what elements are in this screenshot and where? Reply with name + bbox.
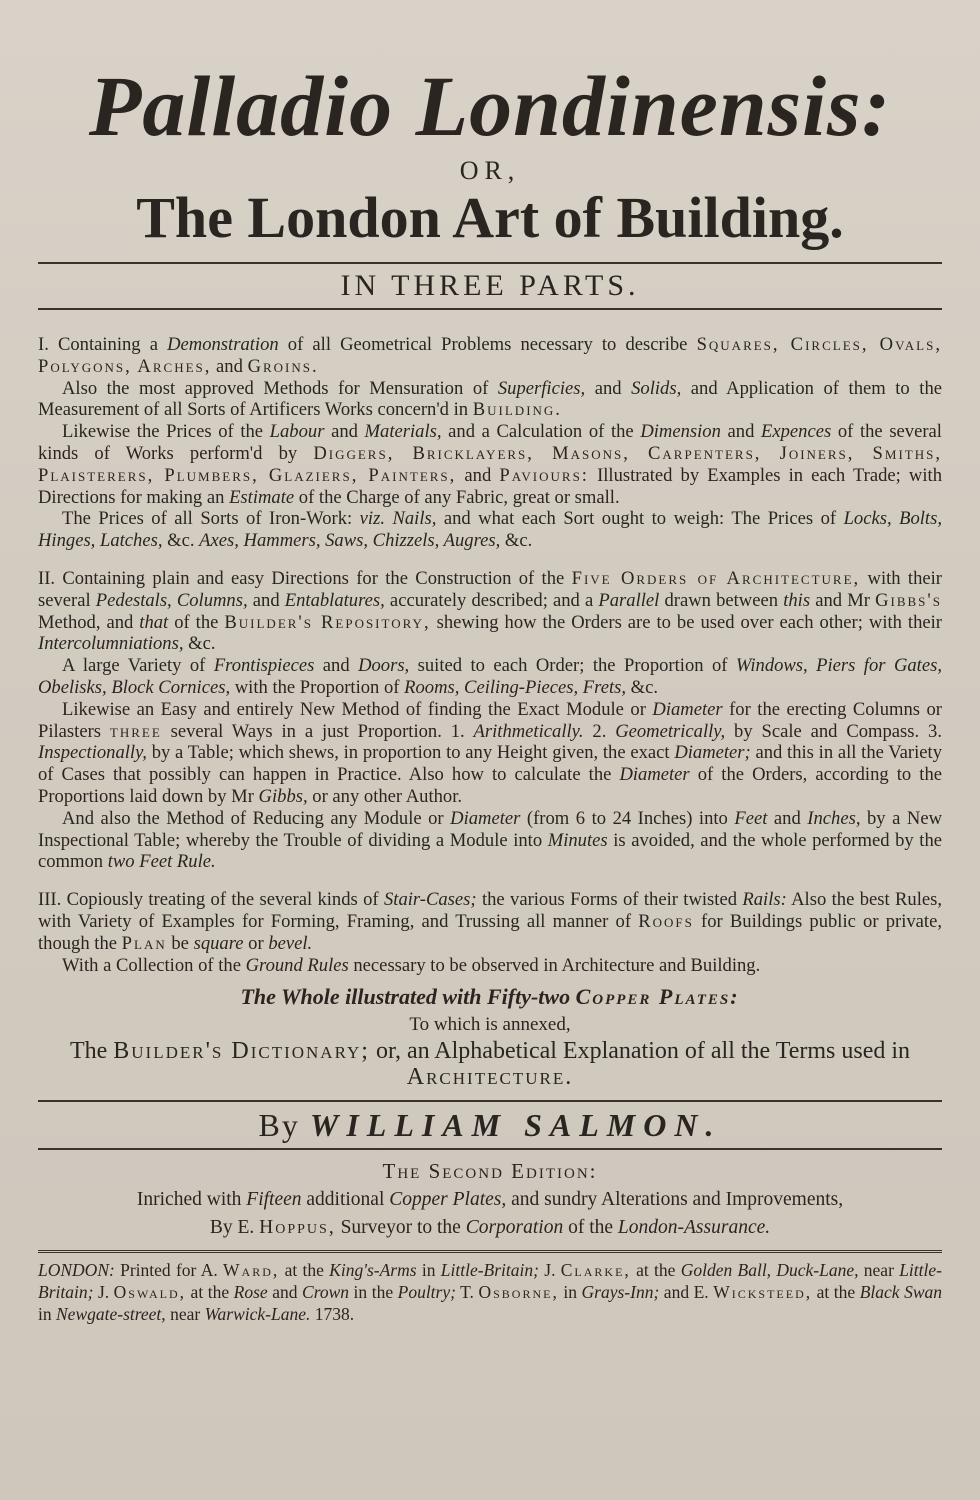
rule-top xyxy=(38,262,942,264)
text-run: T. xyxy=(455,1282,479,1303)
annexed-line: To which is annexed, xyxy=(409,1014,571,1036)
part-three-para-2 xyxy=(38,955,942,977)
text-run: and xyxy=(456,464,500,486)
text-run: Surveyor to the xyxy=(335,1217,466,1239)
part-two-para-1 xyxy=(38,568,942,655)
text-run: of the xyxy=(168,611,225,633)
hoppus-line xyxy=(38,1214,942,1242)
text-run: of the Orders, according to the Proportions laid down by Mr xyxy=(38,764,942,807)
text-run: &c. xyxy=(183,633,216,655)
text-run: additional xyxy=(301,1189,390,1211)
text-run: Windows, Piers for Gates, Obelisks, Block Cornices, xyxy=(38,655,942,698)
text-run: Oswald, xyxy=(113,1282,187,1303)
text-run: Rooms, Ceiling-Pieces, Frets, xyxy=(404,676,627,698)
text-run: and xyxy=(324,421,365,443)
text-run: at the xyxy=(279,1260,330,1281)
text-run: Gibbs's xyxy=(875,589,942,611)
text-run: Also the most approved Methods for Mensuration of xyxy=(62,377,498,399)
text-run: Five Orders of Architecture, xyxy=(571,567,861,589)
text-run: and sundry Alterations and Improvements, xyxy=(506,1189,844,1211)
text-run: Demonstration xyxy=(167,334,279,355)
text-run: is avoided, and the whole performed by the common xyxy=(38,829,942,873)
text-run: or, an Alphabetical Explanation of all the Terms used in xyxy=(369,1038,911,1065)
text-run: and xyxy=(720,421,762,443)
text-run: With a Collection of the xyxy=(62,954,246,976)
text-run: Labour xyxy=(269,421,325,443)
text-run: by Scale and Compass. 3. xyxy=(725,720,942,742)
text-run: two Feet Rule. xyxy=(107,851,216,873)
part-two-para-3 xyxy=(38,699,942,808)
text-run: Golden Ball, Duck-Lane, xyxy=(680,1260,859,1281)
text-run: Stair-Cases; xyxy=(383,889,477,911)
text-run: and this in all the Variety of Cases that possibly can happen in Practice. Also how to calculate the xyxy=(38,742,942,786)
text-run: Entablatures, xyxy=(284,589,385,611)
text-run: Squares, Circles, Ovals, Polygons, Arches, xyxy=(38,334,942,377)
text-run: Gibbs, xyxy=(258,785,308,807)
inriched-line xyxy=(38,1186,942,1214)
text-run: Method, and xyxy=(38,611,140,633)
text-run: &c. xyxy=(500,530,533,552)
text-run: near xyxy=(165,1304,205,1325)
text-run: bevel. xyxy=(268,932,313,954)
text-run: the various Forms of their twisted xyxy=(476,889,743,911)
text-run: by a Table; which shews, in proportion to any Height given, the exact xyxy=(146,742,675,764)
text-run: The xyxy=(69,1038,114,1065)
author-name: WILLIAM SALMON. xyxy=(309,1107,722,1144)
by-prefix: By xyxy=(258,1107,300,1144)
text-run: Little-Britain; xyxy=(440,1260,539,1281)
text-run: square xyxy=(193,932,244,954)
text-run: Paviours: xyxy=(499,464,589,486)
text-run: 1738. xyxy=(310,1304,355,1325)
text-run: this xyxy=(783,589,811,611)
rule-under-parts xyxy=(38,308,942,310)
text-run: viz. Nails, xyxy=(359,508,437,530)
part-two-para-4 xyxy=(38,808,942,873)
text-run: in xyxy=(558,1282,582,1303)
text-run: 2. xyxy=(583,720,616,742)
text-run: By E. xyxy=(209,1217,260,1239)
text-run: Plan xyxy=(121,932,167,954)
dictionary-line xyxy=(38,1038,942,1090)
text-run: of the several kinds of Works perform'd by xyxy=(38,421,942,464)
text-run: and Application of them to the Measurement of all Sorts of Artificers Works concern'd in xyxy=(38,377,942,421)
text-run: Also the best Rules, with Variety of Examples for Forming, Framing, and Trussing all manner of xyxy=(38,889,943,932)
part-one-para-1 xyxy=(38,334,942,378)
text-run: drawn between xyxy=(659,589,784,611)
book-title: Palladio Londinensis: xyxy=(88,58,892,154)
text-run: and xyxy=(314,655,359,677)
text-run: Black Swan xyxy=(859,1282,943,1303)
part-one xyxy=(38,334,942,552)
text-run: Diameter xyxy=(450,807,521,829)
text-run: for the erecting Columns or Pilasters xyxy=(38,698,942,742)
text-run: or xyxy=(243,932,269,954)
text-run: Estimate xyxy=(229,486,295,508)
edition-line: The Second Edition: xyxy=(382,1159,598,1184)
text-run: Rails: xyxy=(742,889,787,911)
text-run: Poultry; xyxy=(397,1282,456,1303)
text-run: Builder's Repository, xyxy=(224,611,431,633)
text-run: Feet xyxy=(734,807,768,829)
imprint xyxy=(38,1253,942,1325)
text-run: and xyxy=(267,1282,303,1303)
text-run: Osborne, xyxy=(478,1282,559,1303)
text-run: &c. xyxy=(626,676,659,698)
text-run: and xyxy=(585,377,632,399)
part-one-para-4 xyxy=(38,508,942,552)
text-run: at the xyxy=(812,1282,860,1303)
text-run: at the xyxy=(630,1260,681,1281)
text-run: Ward, xyxy=(223,1260,280,1281)
text-run: Building. xyxy=(472,399,562,421)
text-run: Pedestals, Columns, xyxy=(95,589,248,611)
text-run: by a New Inspectional Table; whereby the Trouble of dividing a Module into xyxy=(38,807,943,851)
text-run: Diameter xyxy=(619,764,690,786)
text-run: and what each Sort ought to weigh: The Prices of xyxy=(436,508,844,530)
text-run: Axes, Hammers, Saws, Chizzels, Augres, xyxy=(199,530,501,552)
part-three-para-1 xyxy=(38,889,942,954)
text-run: King's-Arms xyxy=(329,1260,417,1281)
text-run: Diggers, Bricklayers, Masons, Carpenters, Joiners, Smiths, Plaisterers, Plumbers, Glaziers, Painters, xyxy=(38,442,942,486)
text-run: A large Variety of xyxy=(62,655,214,677)
in-three-parts: IN THREE PARTS. xyxy=(340,269,640,302)
text-run: Grays-Inn; xyxy=(581,1282,660,1303)
text-run: Inches, xyxy=(807,807,861,829)
text-run: at the xyxy=(186,1282,234,1303)
text-run: Rose xyxy=(233,1282,268,1303)
text-run: Hoppus, xyxy=(259,1217,336,1239)
text-run: and xyxy=(247,589,285,611)
text-run: Crown xyxy=(302,1282,350,1303)
text-run: Parallel xyxy=(598,589,660,611)
text-run: of all Geometrical Problems necessary to describe xyxy=(278,334,697,355)
text-run: Little-Britain; xyxy=(38,1260,942,1303)
text-run: Clarke, xyxy=(560,1260,631,1281)
text-run: and a Calculation of the xyxy=(441,421,641,443)
text-run: in the xyxy=(349,1282,398,1303)
text-run: Fifteen xyxy=(246,1189,302,1211)
text-run: Superficies, xyxy=(497,377,586,399)
text-run: in xyxy=(416,1260,441,1281)
text-run: Roofs xyxy=(638,910,694,932)
text-run: I. Containing a xyxy=(38,334,168,355)
author-line xyxy=(38,1102,942,1148)
text-run: Likewise the Prices of the xyxy=(62,421,270,443)
text-run: and xyxy=(767,807,808,829)
text-run: near xyxy=(858,1260,900,1281)
text-run: Minutes xyxy=(547,829,608,851)
text-run: London-Assurance. xyxy=(617,1217,771,1239)
text-run: Architecture. xyxy=(406,1064,574,1091)
or-line: OR, xyxy=(459,156,521,185)
text-run: LONDON: xyxy=(38,1260,115,1281)
text-run: Locks, Bolts, Hinges, Latches, xyxy=(38,508,942,552)
text-run: three xyxy=(109,720,162,742)
text-run: Diameter; xyxy=(674,742,751,764)
text-run: that xyxy=(139,611,169,633)
text-run: be xyxy=(166,932,194,954)
text-run: Illustrated by Examples in each Trade; with Directions for making an xyxy=(38,464,942,508)
text-run: with the Proportion of xyxy=(230,676,405,698)
text-run: Frontispieces xyxy=(213,655,315,677)
text-run: accurately described; and a xyxy=(384,589,599,611)
text-run: Doors, xyxy=(358,655,410,677)
text-run: or any other Author. xyxy=(307,785,463,807)
text-run: Likewise an Easy and entirely New Method of finding the Exact Module or xyxy=(62,698,653,720)
text-run: Copper Plates: xyxy=(575,984,740,1010)
text-run: suited to each Order; the Proportion of xyxy=(409,655,736,677)
text-run: Ground Rules xyxy=(245,954,349,976)
text-run: Newgate-street, xyxy=(56,1304,166,1325)
text-run: J. xyxy=(93,1282,114,1303)
text-run: Arithmetically. xyxy=(473,720,584,742)
text-run: necessary to be observed in Architecture and Building. xyxy=(348,954,761,976)
text-run: in xyxy=(38,1304,56,1325)
part-one-para-3 xyxy=(38,421,942,508)
text-run: Materials, xyxy=(364,421,442,443)
book-subtitle: The London Art of Building. xyxy=(136,185,844,250)
text-run: shewing how the Orders are to be used over each other; with their xyxy=(430,611,942,633)
text-run: and Mr xyxy=(810,589,876,611)
text-run: Diameter xyxy=(652,698,723,720)
text-run: Intercolumniations, xyxy=(38,633,184,655)
text-run: Warwick-Lane. xyxy=(204,1304,311,1325)
part-one-para-2 xyxy=(38,378,942,422)
text-run: (from 6 to 24 Inches) into xyxy=(520,807,735,829)
text-run: with their several xyxy=(38,567,942,611)
text-run: The Prices of all Sorts of Iron-Work: xyxy=(62,508,360,530)
part-two xyxy=(38,568,942,873)
text-run: II. Containing plain and easy Directions for the Construction of the xyxy=(38,567,572,589)
text-run: Copper Plates, xyxy=(389,1189,507,1211)
text-run: Expences xyxy=(761,421,832,443)
text-run: for Buildings public or private, though the xyxy=(38,910,942,954)
text-run: III. Copiously treating of the several kinds of xyxy=(38,889,384,911)
text-run: Builder's Dictionary; xyxy=(113,1038,370,1065)
text-run: Inriched with xyxy=(136,1189,247,1211)
plates-line xyxy=(38,982,942,1012)
text-run: Dimension xyxy=(640,421,721,443)
text-run: several Ways in a just Proportion. 1. xyxy=(161,720,474,742)
text-run: Printed for A. xyxy=(114,1260,224,1281)
contents xyxy=(38,334,942,976)
text-run: and E. xyxy=(659,1282,714,1303)
text-run: of the Charge of any Fabric, great or small. xyxy=(294,486,620,508)
text-run: Groins. xyxy=(247,355,319,377)
text-run: The Whole illustrated with Fifty-two xyxy=(240,984,576,1010)
text-run: and xyxy=(211,355,248,377)
text-run: Geometrically, xyxy=(615,720,726,742)
text-run: Corporation xyxy=(465,1217,564,1239)
part-three xyxy=(38,889,942,976)
rule-below-author xyxy=(38,1148,942,1150)
text-run: Wicksteed, xyxy=(713,1282,813,1303)
text-run: &c. xyxy=(162,530,200,552)
text-run: Solids, xyxy=(631,377,682,399)
text-run: Inspectionally, xyxy=(38,742,147,764)
text-run: And also the Method of Reducing any Module or xyxy=(62,807,451,829)
text-run: of the xyxy=(563,1217,618,1239)
text-run: J. xyxy=(538,1260,561,1281)
part-two-para-2 xyxy=(38,655,942,699)
